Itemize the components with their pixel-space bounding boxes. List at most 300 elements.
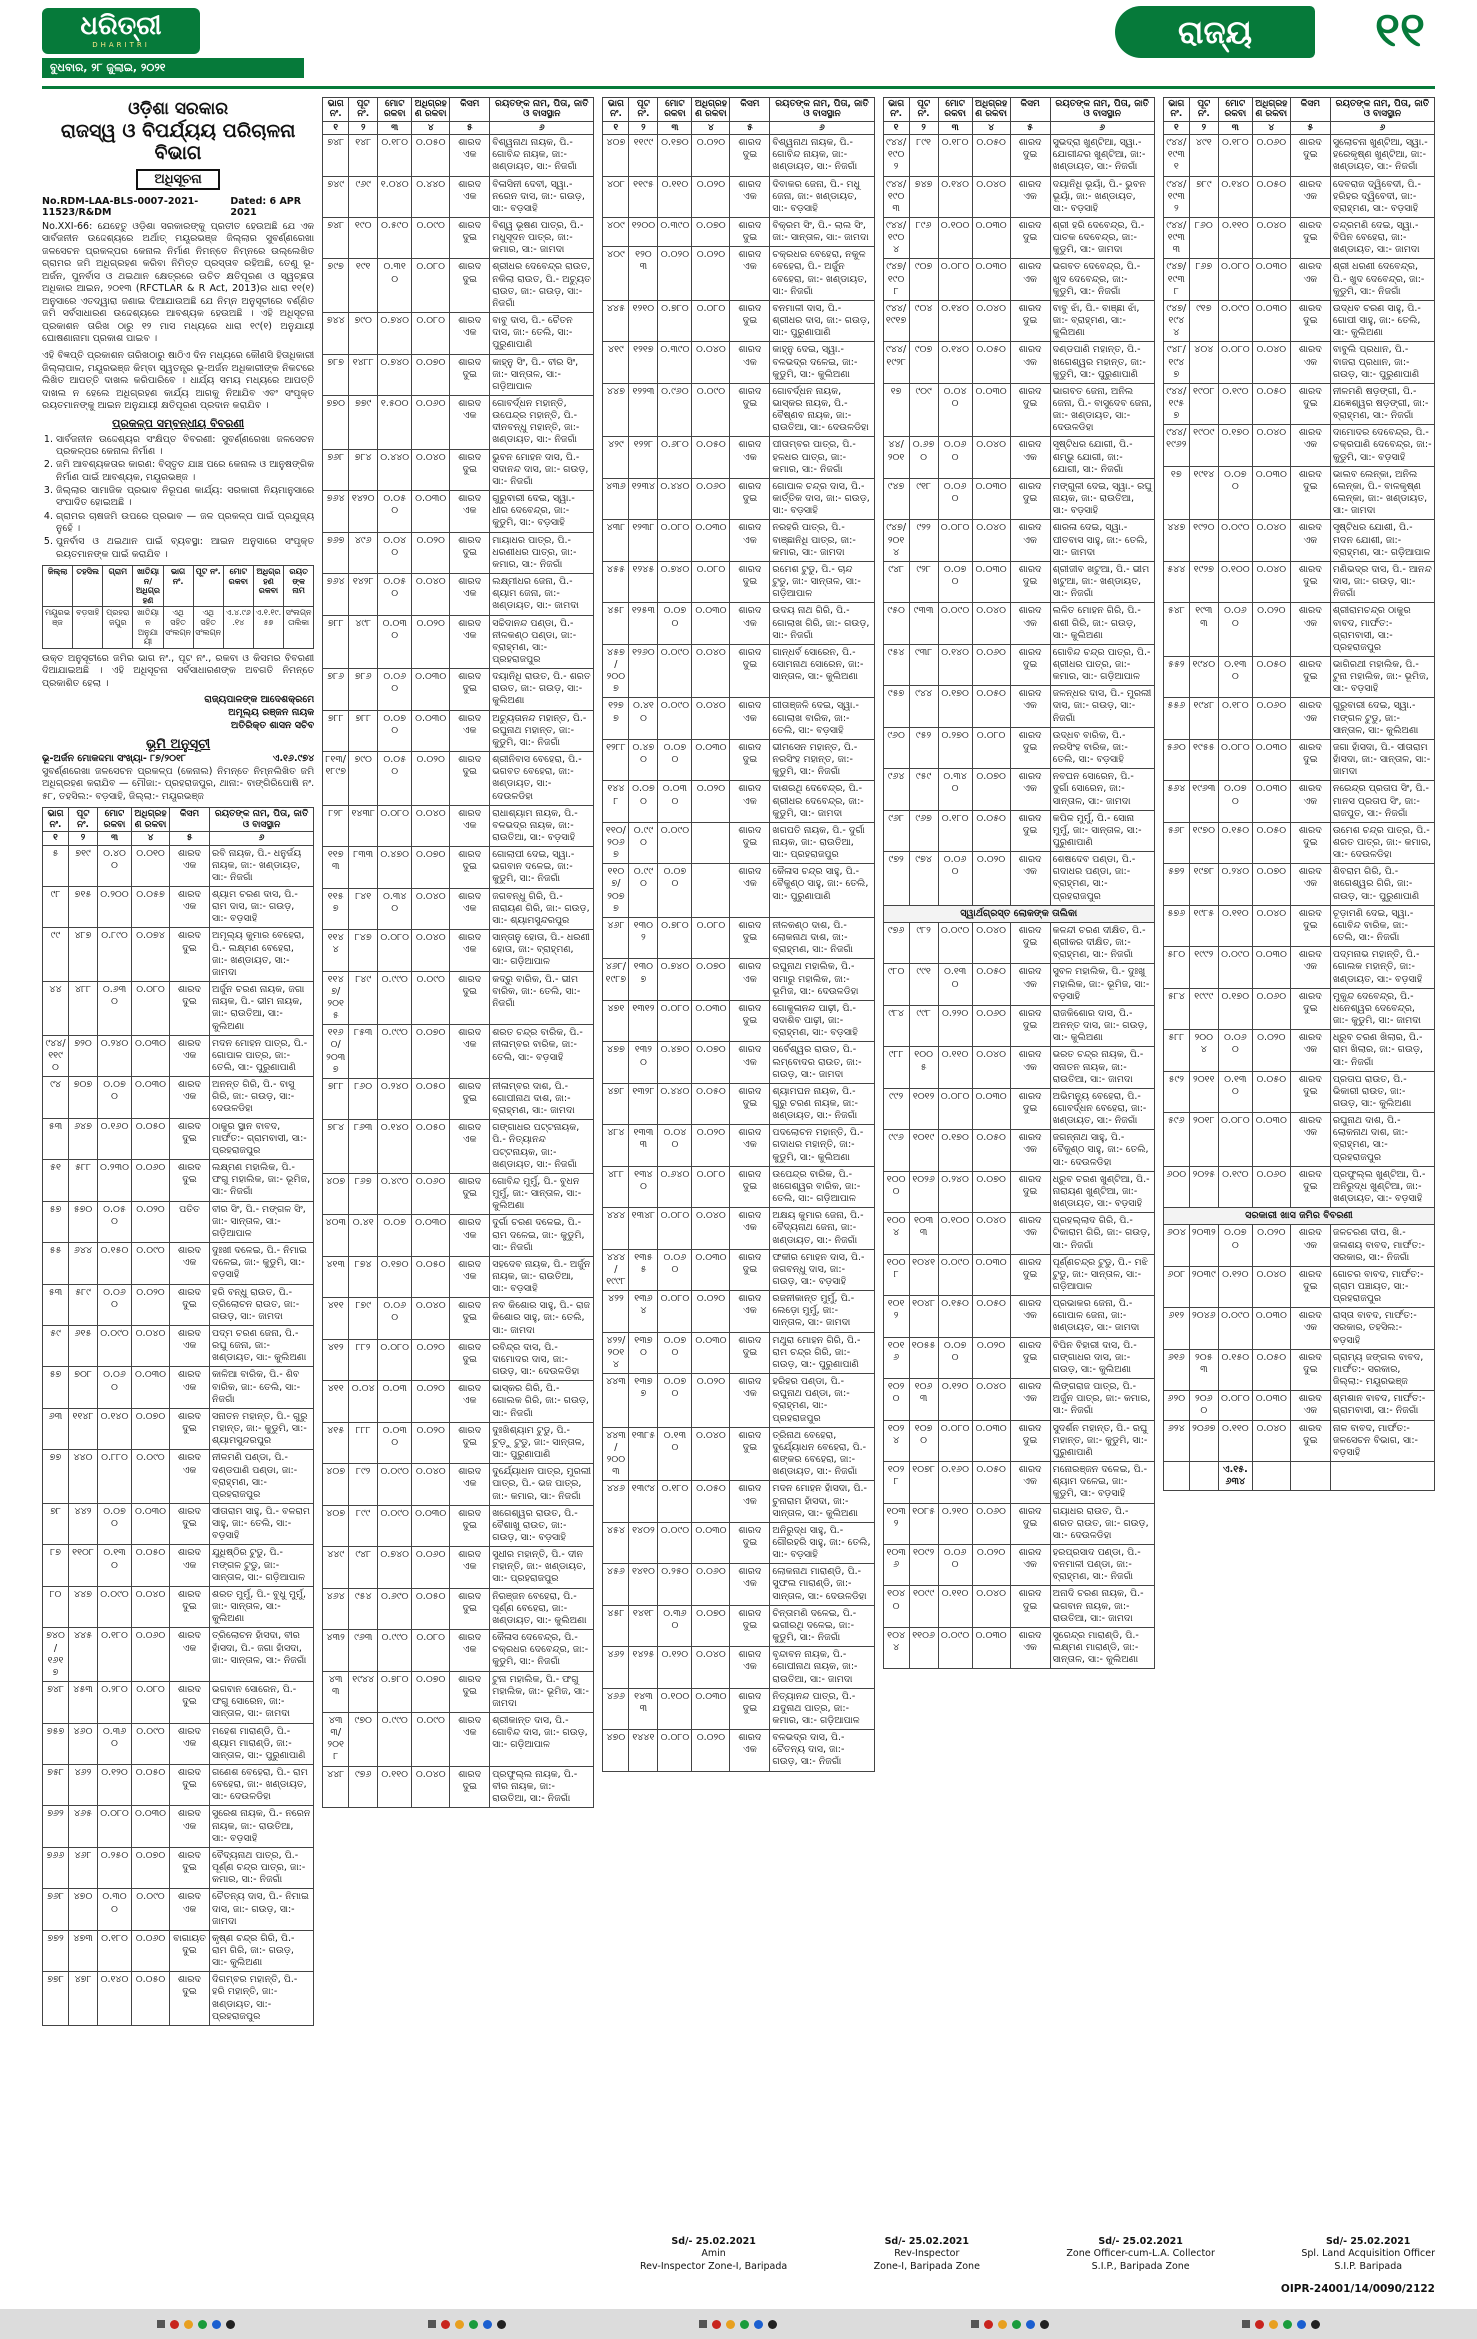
- table-cell: ଶାରଦ ଏକ: [170, 1243, 210, 1284]
- table-cell: ଦାମୋଦର ଦେବେନ୍ଦ୍ର, ପି.- ଚକ୍ରପାଣି ଦେବେନ୍ଦ୍ର, ଜା:- କୁଡୁମି, ସା:- ବଡ଼ସାହି: [1330, 425, 1434, 466]
- table-cell: ୦.୧୩୦: [938, 964, 972, 1005]
- table-cell: ଶାରଦ ଦୁଇ: [1010, 300, 1050, 341]
- table-cell: ୦.୦୩୦: [412, 669, 450, 710]
- table-cell: ୯୯୨: [883, 1088, 909, 1129]
- table-cell: ୦.୧୭୦: [1218, 425, 1252, 466]
- table-cell: ୪୫୮: [603, 603, 629, 644]
- table-cell: ୦.୪୪୦: [658, 478, 692, 519]
- sd-line: Sd/- 25.02.2021: [1098, 2235, 1183, 2247]
- table-cell: ୧୪୧୮: [629, 1605, 658, 1646]
- table-row: [323, 1215, 594, 1256]
- column-header: ଗ୍ରାମ: [103, 566, 133, 607]
- table-cell: ୯୮: [43, 886, 69, 927]
- table-cell: ଶାରଦ ଦୁଇ: [1290, 1420, 1330, 1461]
- table-cell: ୦.୦୭୦: [412, 354, 450, 395]
- table-row: [603, 176, 874, 217]
- table-cell: ୪୦୯: [603, 247, 629, 301]
- table-row: [883, 1462, 1154, 1503]
- table-row: [883, 1296, 1154, 1337]
- table-cell: ୬୪୭: [69, 1118, 98, 1159]
- table-cell: ଶାରଦ ଏକ: [450, 805, 490, 846]
- table-row: [883, 1379, 1154, 1420]
- column-header: ଭାଗ ନଂ.: [43, 808, 69, 832]
- table-cell: ୧୪୮୮: [349, 354, 378, 395]
- table-cell: ଶାରଦ ଦୁଇ: [730, 383, 770, 437]
- table-cell: ୪୩୮: [603, 520, 629, 561]
- table-cell: ୦.୦୮୦: [938, 259, 972, 300]
- table-cell: ୧୯୯୯: [1189, 988, 1218, 1029]
- sig-office: S.I.P., Baripada Zone: [1091, 2260, 1190, 2272]
- table-cell: ପ୍ରତାପ ରାଉତ, ପି.- ଭିକାରୀ ରାଉତ, ଜା:- ଗଉଡ଼, ସା:- କୁଲିଅଣା: [1330, 1071, 1434, 1112]
- table-cell: ଭାଲବ ଲେନ୍‌କା, ଅନିଲ ଲେନ୍‌କା, ପି.- ବାଳକୃଷ୍ଣ ଲେନ୍‌କା, ଜା:- ଖଣ୍ଡାୟତ, ସା:- ଜାମଦା: [1330, 466, 1434, 520]
- table-cell: ଶାରଦ ଏକ: [730, 1125, 770, 1166]
- table-row: [43, 1367, 314, 1408]
- table-cell: ୦.୧୪୦: [938, 176, 972, 217]
- table-cell: ୦.୦୩୦: [692, 1249, 730, 1290]
- table-cell: ୦.୦୫୦: [132, 1545, 170, 1586]
- table-cell: ୪୭୩: [69, 1930, 98, 1971]
- table-cell: ତ୍ରିନାଥ ବେହେରା, ଦୁର୍ଯ୍ୟୋଧନ ବେହେରା, ପି.- ଶଙ୍କର ବେହେରା, ଜା:- ଖଣ୍ଡାୟତ, ସା:- ନିଜଗାଁ: [770, 1427, 874, 1481]
- table-cell: ୧୧୦୭/ ୨୦୭୭: [603, 864, 629, 918]
- column-number: ୫: [730, 121, 770, 134]
- table-row: [43, 1160, 314, 1201]
- table-cell: ଲଳିତ ମୋହନ ଗିରି, ପି.- ଶଶୀ ଗିରି, ଜା:- ଗଉଡ଼, ସା:- କୁଲିଅଣା: [1050, 603, 1154, 644]
- table-cell: ଶ୍ମଶାନ ବାବଦ, ମାର୍ଫତ:- ଗ୍ରାମବାସୀ, ସା:- ନିଜଗାଁ: [1330, 1391, 1434, 1420]
- table-cell: ଅମୂଲ୍ୟ କୁମାର ବେହେରା, ପି.- ଲକ୍ଷ୍ମଣ ବେହେରା, ଜା:- ଖଣ୍ଡାୟତ, ସା:- ଜାମଦା: [210, 928, 314, 982]
- table-cell: ୯୪୪/ ୧୯୩୧: [1163, 135, 1189, 176]
- table-cell: ସୃଷ୍ଟିଧର ଯୋଶୀ, ପି.- ମଦନ ଯୋଶୀ, ଜା:- ବ୍ରାହ୍ମଣ, ସା:- ଗଡ଼ିଆପାଳ: [1330, 520, 1434, 561]
- table-cell: ଗାନ୍ଧର୍ବ ସୋରେନ, ପି.- ସୋମନାଥ ସୋରେନ, ଜା:- ସାନ୍ତାଳ, ସା:- କୁଲିଅଣା: [770, 644, 874, 698]
- table-row: [883, 922, 1154, 963]
- table-row: [1163, 1071, 1434, 1112]
- table-cell: ୮୦: [43, 1586, 69, 1627]
- table-cell: ୦.୦୬୦: [1252, 135, 1290, 176]
- table-cell: ୦.୦୬୦: [938, 437, 972, 478]
- table-row: [43, 1889, 314, 1930]
- table-cell: ଶେଷଦେବ ପଣ୍ଡା, ପି.- ଗଦାଧର ପଣ୍ଡା, ଜା:- ବ୍ରାହ୍ମଣ, ସା:- ପ୍ରହରାଜପୁର: [1050, 852, 1154, 906]
- table-cell: ପତିତ: [170, 1201, 210, 1242]
- table-cell: ୦.୧୫୦: [98, 1243, 132, 1284]
- sd-line: Sd/- 25.02.2021: [1325, 2235, 1411, 2247]
- table-cell: ୦.୦୩୦: [1252, 739, 1290, 780]
- table-cell: ଶାରଦ ଦୁଇ: [450, 449, 490, 490]
- table-cell: ୦.୦୯୦: [692, 383, 730, 437]
- table-cell: ୦.୧୮୦: [98, 1628, 132, 1682]
- table-cell: ୭୨୦: [69, 1035, 98, 1076]
- table-cell: ଶାରଦ ଏକ: [730, 603, 770, 644]
- table-cell: ୦.୦୫୦: [132, 1972, 170, 2026]
- table-cell: ୦.୦୮୦: [658, 520, 692, 561]
- table-cell: ଶାରଦ ଏକ: [1010, 520, 1050, 561]
- table-row: [1163, 135, 1434, 176]
- table-cell: ୦.୦୩୦: [972, 1627, 1010, 1668]
- table-cell: ୦.୦୨୦: [412, 1422, 450, 1463]
- table-row: [1163, 300, 1434, 341]
- table-cell: ୦.୩୦୦: [98, 1889, 132, 1930]
- table-cell: ୦.୧୯୦: [1218, 1166, 1252, 1207]
- table-cell: ଶାରଦ ଦୁଇ: [1010, 1005, 1050, 1046]
- column-number: ୪: [972, 121, 1010, 134]
- table-row: [603, 135, 874, 176]
- table-cell: ୪୪୯: [323, 1547, 349, 1588]
- table-row: [883, 1503, 1154, 1544]
- table-cell: ଶାରଦ ଦୁଇ: [450, 752, 490, 806]
- table-cell: ଶାରଦ ଏକ: [1290, 1308, 1330, 1349]
- table-cell: ୧୧୦୮: [69, 1545, 98, 1586]
- table-cell: ୦.୦୩୦: [972, 478, 1010, 519]
- table-cell: ୧.୫୦୦: [378, 396, 412, 450]
- table-cell: ଶାରଦ ଦୁଇ: [1290, 1349, 1330, 1390]
- table-cell: ୧୧୪୪: [323, 930, 349, 971]
- table-cell: ୪୪୪: [603, 1208, 629, 1249]
- table-cell: ୦.୦୯୦: [412, 1713, 450, 1767]
- registration-dot: [768, 2320, 777, 2329]
- table-cell: ୧୪୨୫: [629, 1647, 658, 1688]
- table-cell: ୦.୦୮୦: [658, 1730, 692, 1771]
- table-cell: ୦.୦୯୦: [378, 1505, 412, 1546]
- table-cell: ୪୩୩: [323, 1671, 349, 1712]
- table-cell: ୦.୦୭: [378, 1215, 412, 1256]
- column-1: [42, 97, 314, 2182]
- column-number: ୬: [1330, 121, 1434, 134]
- table-cell: ନୀଳାମ୍ବର ଦାଶ, ପି.- ଗୋପୀନାଥ ଦାଶ, ଜା:- ବ୍ରାହ୍ମଣ, ସା:- ଜାମଦା: [490, 1078, 594, 1119]
- column-number: ୨: [69, 832, 98, 845]
- table-cell: ଶାରଦ ଦୁଇ: [730, 1166, 770, 1207]
- column-header: ଭାଗ ନଂ.: [323, 98, 349, 122]
- table-cell: ଶାରଦ ଦୁଇ: [1290, 300, 1330, 341]
- table-cell: ୦.୦୩୦: [972, 217, 1010, 258]
- table-cell: ମଣିଭଦ୍ର ଦାସ, ପି.- ଆନନ୍ଦ ଦାସ, ଜା:- ଗଉଡ଼, ସା:- ନିଜଗାଁ: [1330, 561, 1434, 602]
- table-header-row: [43, 808, 314, 832]
- table-cell: ଚୈତନ୍ୟ ଦାସ, ପି.- ନିମାଇ ଦାସ, ଜା:- ଗଉଡ଼, ସା:- ଜାମଦା: [210, 1889, 314, 1930]
- table-row: [1163, 466, 1434, 520]
- table-row: [883, 1337, 1154, 1378]
- table-cell: ବିକ୍ରମ ସିଂ, ପି.- ଲାଲ ସିଂ, ଜା:- ସାନ୍ତାଳ, ସା:- ଜାମଦା: [770, 217, 874, 246]
- table-cell: ୧୦୪୧: [909, 1254, 938, 1295]
- table-cell: ଜଗବନ୍ଧୁ ଗିରି, ପି.- ନାରାୟଣ ଗିରି, ଜା:- ଗଉଡ଼, ସା:- ଶ୍ୟାମସୁନ୍ଦରପୁର: [490, 888, 594, 929]
- table-cell: ୯୭୦: [349, 1713, 378, 1767]
- table-cell: ୯୪୪/ ୧୧୯୦: [43, 1035, 69, 1076]
- table-cell: ଗୋବିନ୍ଦ ଚନ୍ଦ୍ର ପାତ୍ର, ପି.- ଶ୍ରୀଧର ପାତ୍ର, ଜା:- କମାର, ସା:- ଗଡ଼ିଆପାଳ: [1050, 644, 1154, 685]
- table-cell: ୦.୦୪୦: [132, 1586, 170, 1627]
- table-cell: ୦.୦୨୦: [1252, 603, 1290, 657]
- table-cell: ୦.୦୭୦: [692, 1042, 730, 1083]
- table-cell: ବୃନ୍ଦାବନ ନାୟକ, ପି.- ଗୋପୀନାଥ ନାୟକ, ଜା:- ରାଉତିଆ, ସା:- ଜାମଦା: [770, 1647, 874, 1688]
- table-cell: ୦.୯୬୦: [658, 383, 692, 437]
- table-cell: ୪୮୮: [69, 982, 98, 1036]
- column-header: ଭାଗ ନଂ.: [163, 566, 193, 607]
- table-cell: ୦.୦୭୦: [98, 1504, 132, 1545]
- table-cell: ଶାରଦ ଏକ: [1010, 176, 1050, 217]
- table-header-row: [1163, 98, 1434, 122]
- table-cell: ଶାରଦ ଦୁଇ: [1010, 1503, 1050, 1544]
- table-row: [603, 1647, 874, 1688]
- table-row: [883, 176, 1154, 217]
- table-cell: ଜଳଚରଣ ଦୀପ, ଖି.- ଜଳାଶୟ ବାବଦ, ମାର୍ଫତ:- ସରକାର, ସା:- ନିଜଗାଁ: [1330, 1225, 1434, 1266]
- table-cell: ୧୦୨୦: [883, 1379, 909, 1420]
- table-cell: ଅନନ୍ତ ଗିରି, ପି.- ବାସୁ ଗିରି, ଜା:- ଗଉଡ଼, ସା:- ଦେଉଳଡିହା: [210, 1077, 314, 1118]
- table-cell: ହରପ୍ରସାଦ ପଣ୍ଡା, ପି.- ବନମାଳୀ ପଣ୍ଡା, ଜା:- ବ୍ରାହ୍ମଣ, ସା:- ନିଜଗାଁ: [1050, 1544, 1154, 1585]
- table-cell: ୯୩୮: [909, 644, 938, 685]
- table-cell: ୯୪୮/ ୧୯୪୭: [1163, 342, 1189, 383]
- table-cell: ୦.୯୯୦: [629, 822, 658, 863]
- table-row: [883, 1130, 1154, 1171]
- table-row: [323, 1078, 594, 1119]
- table-cell: ୦.୦୭୦: [938, 1337, 972, 1378]
- table-row: [1163, 1113, 1434, 1167]
- land-case-row: [42, 753, 314, 764]
- table-cell: ୦.୦୩୦: [1252, 781, 1290, 822]
- table-cell: ୮୯୨: [349, 1464, 378, 1505]
- reference-row: [42, 196, 314, 218]
- table-cell: ରାଧାଶ୍ୟାମ ନାୟକ, ପି.- ବଳଭଦ୍ର ନାୟକ, ଜା:- ରାଉତିଆ, ସା:- ବଡ଼ସାହି: [490, 805, 594, 846]
- table-cell: ଶ୍ରୀଧର ଦେବେନ୍ଦ୍ର ରାଉତ, ନକିଲା ରାଉତ, ପି.- ଅଚ୍ୟୁତ ରାଉତ, ଜା:- ଗଉଡ଼, ସା:- ନିଜଗାଁ: [490, 259, 594, 313]
- table-row: [1163, 864, 1434, 905]
- table-cell: ୦.୦୯୦: [938, 1627, 972, 1668]
- table-cell: ୦.୧୮୦: [658, 1481, 692, 1522]
- registration-dot: [984, 2320, 993, 2329]
- column-3: [602, 97, 874, 2182]
- column-number: ୨: [629, 121, 658, 134]
- column-number: ୫: [170, 832, 210, 845]
- registration-dot: [754, 2320, 763, 2329]
- signatory-designation: ଅତିରିକ୍ତ ଶାସନ ସଚିବ: [230, 720, 315, 732]
- table-cell: ୮୬୦: [349, 1078, 378, 1119]
- table-cell: ୧୯୯୨: [1189, 947, 1218, 988]
- table-row: [323, 1339, 594, 1380]
- table-cell: ଶାରଦ ଏକ: [450, 615, 490, 669]
- table-cell: ଭୀମସେନ ମହାନ୍ତ, ପି.- ନରସିଂହ ମହାନ୍ତ, ଜା:- କୁଡୁମି, ସା:- ନିଜଗାଁ: [770, 739, 874, 780]
- table-cell: ୯୮୨: [909, 922, 938, 963]
- table-cell: ୫୬୮: [1163, 822, 1189, 863]
- table-cell: ୦.୧୮୦: [98, 1930, 132, 1971]
- table-cell: ୦.୦୮୦: [938, 520, 972, 561]
- table-cell: ୦.୦୫୦: [1252, 1071, 1290, 1112]
- table-cell: ୯୪: [43, 1077, 69, 1118]
- table-cell: ଗଙ୍ଗାଧର ପଟ୍ଟନାୟକ, ପି.- ନିତ୍ୟାନନ୍ଦ ପଟ୍ଟନାୟକ, ଜା:- ଖଣ୍ଡାୟତ, ସା:- ନିଜଗାଁ: [490, 1120, 594, 1174]
- table-cell: ୧୩୭୦: [629, 1332, 658, 1373]
- table-cell: ଭାଗବତ ଜେନା, ଅନିଲ ଜେନା, ପି.- ବାସୁଦେବ ଜେନା, ଜା:- ଖଣ୍ଡାୟତ, ସା:- ଦେଉଳଡିହା: [1050, 383, 1154, 437]
- table-cell: ଗୁରୁବାରୀ ଦେଇ, ସ୍ୱା.- ମଙ୍ଗଳ ଟୁଡୁ, ଜା:- ସାନ୍ତାଳ, ସା:- କୁଲିଅଣା: [1330, 698, 1434, 739]
- table-cell: ୭୪୭: [909, 176, 938, 217]
- table-cell: ଶାରଦ ଏକ: [730, 698, 770, 739]
- table-row: [603, 822, 874, 863]
- logo-subtext: DHARITRI: [92, 41, 150, 49]
- table-cell: ଶାରଦ ଦୁଇ: [730, 300, 770, 341]
- table-cell: ୧୦୧୬: [883, 1337, 909, 1378]
- table-row: [1163, 383, 1434, 424]
- table-cell: ୦.୦୬୦: [1252, 1166, 1290, 1207]
- table-cell: ଶାରଦ ଏକ: [730, 864, 770, 918]
- table-row: [603, 1730, 874, 1771]
- table-cell: ୬୨୦: [1163, 1391, 1189, 1420]
- table-cell: ୦.୦୮୦: [98, 1806, 132, 1847]
- table-cell: ଶାରଦ ଏକ: [1010, 964, 1050, 1005]
- table-cell: ଶାରଦ ଏକ: [170, 1450, 210, 1504]
- table-cell: ୯୬୯: [349, 176, 378, 217]
- table-cell: ୦.୪୯୦: [378, 1173, 412, 1214]
- table-cell: ୦.୧୧୦: [378, 1766, 412, 1807]
- table-cell: ଗୋବର୍ଦ୍ଧନ ମହାନ୍ତି, ଉପେନ୍ଦ୍ର ମହାନ୍ତି, ପି.- ଦୀନବନ୍ଧୁ ମହାନ୍ତି, ଜା:- ଖଣ୍ଡାୟତ, ସା:- ନିଜଗାଁ: [490, 396, 594, 450]
- table-row: [1163, 1420, 1434, 1461]
- table-cell: ୪୯୮: [349, 615, 378, 669]
- table-cell: ୦.୦୪୦: [658, 1125, 692, 1166]
- table-cell: ୯୭୬: [883, 922, 909, 963]
- table-cell: ୦.୦୨୦: [412, 1339, 450, 1380]
- table-cell: ୭୭୦: [323, 396, 349, 450]
- table-row: [603, 1042, 874, 1083]
- table-row: [43, 1325, 314, 1366]
- table-cell: ୦.୧୦୦: [938, 1213, 972, 1254]
- table-cell: ୨୦୪୬: [1189, 1308, 1218, 1349]
- table-cell: ଶାରଦ ଦୁଇ: [170, 1586, 210, 1627]
- table-cell: ୧୧୭୩: [323, 847, 349, 888]
- table-cell: ୫୬୦: [1163, 739, 1189, 780]
- table-cell: ଏଥି ସହିତ ସଂଲଗ୍ନ: [163, 607, 193, 648]
- registration-square: [699, 2320, 707, 2328]
- table-row: [323, 1505, 594, 1546]
- table-cell: ୭୪୮: [323, 135, 349, 176]
- table-cell: ୦.୪୧: [349, 1215, 378, 1256]
- table-cell: ୦.୦୮୦: [1218, 739, 1252, 780]
- table-cell: ୦.୦୯୦: [132, 1450, 170, 1504]
- table-cell: ଶାରଦ ଏକ: [1010, 342, 1050, 383]
- table-cell: ଶାରଦ ଦୁଇ: [1010, 922, 1050, 963]
- table-cell: ଶାରଦ ଦୁଇ: [170, 1118, 210, 1159]
- table-colnum-row: [323, 121, 594, 134]
- table-cell: ୦.୭୪୦: [378, 354, 412, 395]
- table-row: [1163, 698, 1434, 739]
- signature-row: [640, 2236, 1435, 2273]
- column-2: [322, 97, 594, 2182]
- table-cell: ୦.୨୪୦: [98, 1035, 132, 1076]
- land-table-4: [883, 97, 1155, 1669]
- table-cell: ଶାରଦ ଏକ: [1290, 781, 1330, 822]
- table-cell: ୭୯୦: [349, 752, 378, 806]
- table-cell: କୈଳାସ ଚନ୍ଦ୍ର ସାହୁ, ପି.- ବୈକୁଣ୍ଠ ସାହୁ, ଜା:- ତେଲି, ସା:- ପୁରୁଣାପାଣି: [770, 864, 874, 918]
- table-cell: ପ୍ରଫୁଲ୍ଲ ନାୟକ, ପି.- ବୀର ନାୟକ, ଜା:- ରାଉତିଆ, ସା:- ନିଜଗାଁ: [490, 1766, 594, 1807]
- table-cell: ଗୋବିନ୍ଦ ମୁର୍ମୁ, ପି.- ବୁଧନ ମୁର୍ମୁ, ଜା:- ସାନ୍ତାଳ, ସା:- କୁଲିଅଣା: [490, 1173, 594, 1214]
- table-row: [1163, 561, 1434, 602]
- table-cell: ୦.୪୧୦: [629, 698, 658, 739]
- table-row: [1163, 1462, 1434, 1491]
- table-cell: ୧୦୮୫: [909, 1503, 938, 1544]
- table-cell: ୪୬୦: [69, 1723, 98, 1764]
- table-cell: ୯୫୯: [909, 769, 938, 810]
- table-row: [43, 1201, 314, 1242]
- table-cell: ୦.୧୩୦: [658, 1427, 692, 1481]
- table-colnum-row: [1163, 121, 1434, 134]
- table-cell: ୧୯୭୦: [1189, 822, 1218, 863]
- table-cell: ୪୪୩: [603, 1374, 629, 1428]
- column-number: ୩: [1218, 121, 1252, 134]
- table-cell: ୦.୦୪୦: [412, 449, 450, 490]
- table-cell: ୦.୨୪୦: [378, 1078, 412, 1119]
- table-cell: ୯୪୪/ ୧୯୬୨: [1163, 425, 1189, 466]
- table-cell: ୯୫୪: [349, 1588, 378, 1629]
- table-cell: ଖଗେଶ୍ୱର ରାଉତ, ପି.- ବୈଶାଖୁ ରାଉତ, ଜା:- ଗଉଡ଼, ସା:- ବଡ଼ସାହି: [490, 1505, 594, 1546]
- table-cell: ୧୯୪୮: [1189, 698, 1218, 739]
- section-row: ସରକାରୀ ଖାସ ଜମିର ବିବରଣୀ: [1163, 1208, 1434, 1225]
- table-cell: ୬୨୪: [1163, 1420, 1189, 1461]
- table-cell: ୧୯୩୩: [1189, 603, 1218, 657]
- table-cell: କାଳିଆ ବାରିକ, ପି.- ଶିବ ବାରିକ, ଜା:- ତେଲି, ସା:- ନିଜଗାଁ: [210, 1367, 314, 1408]
- registration-dot: [740, 2320, 749, 2329]
- table-cell: ଶାରଦ ଦୁଇ: [1290, 739, 1330, 780]
- registration-dot: [226, 2320, 235, 2329]
- table-cell: ୦.୦୪୦: [692, 644, 730, 698]
- table-cell: ଉଦୟ ନାଥ ଗିରି, ପି.- ଗୋଲାଖ ଗିରି, ଜା:- ଗଉଡ଼, ସା:- ନିଜଗାଁ: [770, 603, 874, 644]
- table-cell: ୦.୯୯୦: [378, 971, 412, 1025]
- table-cell: ୦.୦୫୦: [132, 1764, 170, 1805]
- table-cell: ୦.୦୯୦: [132, 1723, 170, 1764]
- table-cell: ୧୯୦୯: [1189, 425, 1218, 466]
- table-cell: ୦.୦୩୦: [132, 1367, 170, 1408]
- land-table-2: [322, 97, 594, 1808]
- project-details-title: ପ୍ରକଳ୍ପ ସମ୍ବନ୍ଧୀୟ ବିବରଣୀ: [112, 416, 245, 430]
- table-cell: ୦.୦୫୦: [972, 135, 1010, 176]
- table-cell: ୪୪୮: [323, 1766, 349, 1807]
- table-row: [603, 1522, 874, 1563]
- table-cell: ୦.୦୮୦: [378, 930, 412, 971]
- table-cell: ଶାରଦ ଦୁଇ: [1010, 478, 1050, 519]
- table-cell: ୦.୦୭୦: [1218, 781, 1252, 822]
- table-cell: ୦.୧୧୦: [658, 176, 692, 217]
- table-row: [323, 1464, 594, 1505]
- table-cell: ୦.୧୦୦: [938, 217, 972, 258]
- table-cell: ୪୬୮/ ୧୯୮୭: [603, 959, 629, 1000]
- table-cell: ୪୧୨: [323, 1339, 349, 1380]
- table-cell: ପୂର୍ଣ୍ଣଚନ୍ଦ୍ର ଟୁଡୁ, ପି.- ମଝି ଟୁଡୁ, ଜା:- ସାନ୍ତାଳ, ସା:- ଗଡ଼ିଆପାଳ: [1050, 1254, 1154, 1295]
- table-cell: ୦.୨୩୦: [98, 1160, 132, 1201]
- table-cell: ଶାରଦ ଦୁଇ: [1290, 822, 1330, 863]
- table-row: [1163, 1308, 1434, 1349]
- table-cell: ୦.୦୪୦: [412, 930, 450, 971]
- table-cell: ୭୮୮: [323, 615, 349, 669]
- table-cell: ଦୁର୍ଯ୍ୟୋଧନ ପାତ୍ର, ମୁରଲୀ ପାତ୍ର, ପି.- ଭଜ ପାତ୍ର, ଜା:- କମାର, ସା:- ନିଜଗାଁ: [490, 1464, 594, 1505]
- table-row: [883, 1254, 1154, 1295]
- registration-dot: [1040, 2320, 1049, 2329]
- table-cell: ୦.୦୪୦: [412, 1464, 450, 1505]
- table-cell: ୦.୦୩୦: [1252, 1308, 1290, 1349]
- table-cell: ୭୪୪: [323, 313, 349, 354]
- table-cell: ବିଶ୍ୱନାଥ ନାୟକ, ପି.- ଗୋବିନ୍ଦ ନାୟକ, ଜା:- ଖଣ୍ଡାୟତ, ସା:- ନିଜଗାଁ: [490, 135, 594, 176]
- table-cell: ଶାରଦ ଏକ: [1290, 1030, 1330, 1071]
- table-cell: ୦.୦୮୦: [412, 259, 450, 313]
- table-cell: ୦.୧୭୦: [938, 686, 972, 727]
- table-cell: ୦.୦୭୦: [658, 1332, 692, 1373]
- table-cell: ୦.୧୫୦: [938, 1296, 972, 1337]
- table-row: [603, 864, 874, 918]
- table-cell: ୦.୦୫୦: [692, 1083, 730, 1124]
- notice-date: Dated: 6 APR 2021: [230, 195, 302, 218]
- table-cell: ୦.୦୩୦: [1252, 466, 1290, 520]
- table-cell: ନରେନ୍ଦ୍ର ପ୍ରତାପ ସିଂ, ପି.- ମାନସ ପ୍ରତାପ ସିଂ, ଜା:- ରାଜପୁତ, ସା:- ନିଜଗାଁ: [1330, 781, 1434, 822]
- table-cell: ୦.୧୫୦: [1218, 822, 1252, 863]
- column-number: ୪: [412, 121, 450, 134]
- registration-dot: [469, 2320, 478, 2329]
- table-cell: ୧୭: [883, 383, 909, 437]
- table-cell: ୦.୬୮୦: [658, 437, 692, 478]
- table-row: [323, 847, 594, 888]
- table-row: [1163, 1266, 1434, 1307]
- table-cell: ୫୧: [43, 1160, 69, 1201]
- table-header-row: [323, 98, 594, 122]
- table-cell: ଖଗପତି ନାୟକ, ପି.- ଦୁର୍ଗା ନାୟକ, ଜା:- ରାଉତିଆ, ସା:- ପ୍ରହରାଜପୁର: [770, 822, 874, 863]
- table-cell: ୦.୦୭୦: [658, 739, 692, 780]
- table-cell: ୦.୧୪୦: [938, 300, 972, 341]
- table-cell: ୭୪୦/ ୧୬୧୭: [43, 1628, 69, 1682]
